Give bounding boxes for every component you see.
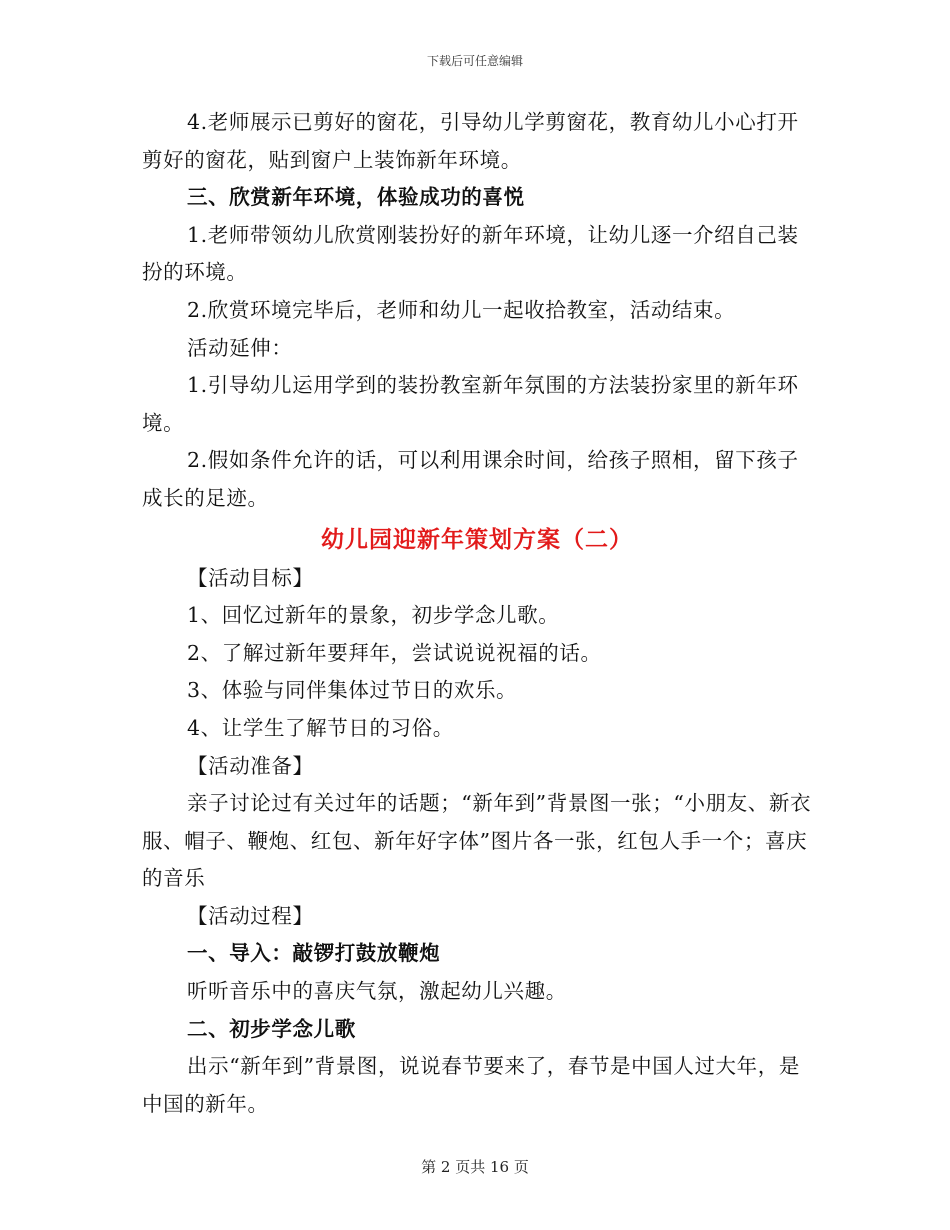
goal-item: 4、让学生了解节日的习俗。 <box>187 715 454 740</box>
goal-item: 1、回忆过新年的景象，初步学念儿歌。 <box>187 603 560 628</box>
label-activity-process: 【活动过程】 <box>187 903 314 928</box>
page-footer: 第 2 页共 16 页 <box>421 1158 529 1176</box>
paragraph-appreciate-1: 1.老师带领幼儿欣赏刚装扮好的新年环境，让幼儿逐一介绍自己装扮的环境。 <box>142 222 799 285</box>
paragraph-extension-2: 2.假如条件允许的话，可以利用课余时间，给孩子照相，留下孩子成长的足迹。 <box>142 448 799 510</box>
paragraph-extension-1: 1.引导幼儿运用学到的装扮教室新年氛围的方法装扮家里的新年环境。 <box>142 373 799 435</box>
heading-appreciate-environment: 三、欣赏新年环境，体验成功的喜悦 <box>187 185 525 210</box>
heading-step-1: 一、导入：敲锣打鼓放鞭炮 <box>187 941 441 966</box>
paragraph-appreciate-2: 2.欣赏环境完毕后，老师和幼儿一起收拾教室，活动结束。 <box>187 297 736 322</box>
goal-item: 2、了解过新年要拜年，尝试说说祝福的话。 <box>187 640 602 665</box>
label-activity-extension: 活动延伸： <box>187 335 293 360</box>
heading-step-2: 二、初步学念儿歌 <box>187 1016 356 1041</box>
label-activity-goals: 【活动目标】 <box>187 565 314 590</box>
paragraph-preparation: 亲子讨论过有关过年的话题；“新年到”背景图一张；“小朋友、新衣服、帽子、鞭炮、红包、新年好字体”图片各一张，红包人手一个；喜庆的音乐 <box>142 791 812 891</box>
goal-item: 3、体验与同伴集体过节日的欢乐。 <box>187 678 518 703</box>
document-body <box>142 104 812 1123</box>
paragraph-step-2: 出示“新年到”背景图，说说春节要来了，春节是中国人过大年，是中国的新年。 <box>142 1054 800 1116</box>
label-activity-preparation: 【活动准备】 <box>187 753 314 778</box>
paragraph-cut-window-flowers: 4.老师展示已剪好的窗花，引导幼儿学剪窗花，教育幼儿小心打开剪好的窗花，贴到窗户上装饰新年环境。 <box>142 110 799 172</box>
paragraph-step-1: 听听音乐中的喜庆气氛，激起幼儿兴趣。 <box>187 979 567 1004</box>
page-header: 下载后可任意编辑 <box>426 54 523 68</box>
section-title: 幼儿园迎新年策划方案（二） <box>321 525 633 553</box>
